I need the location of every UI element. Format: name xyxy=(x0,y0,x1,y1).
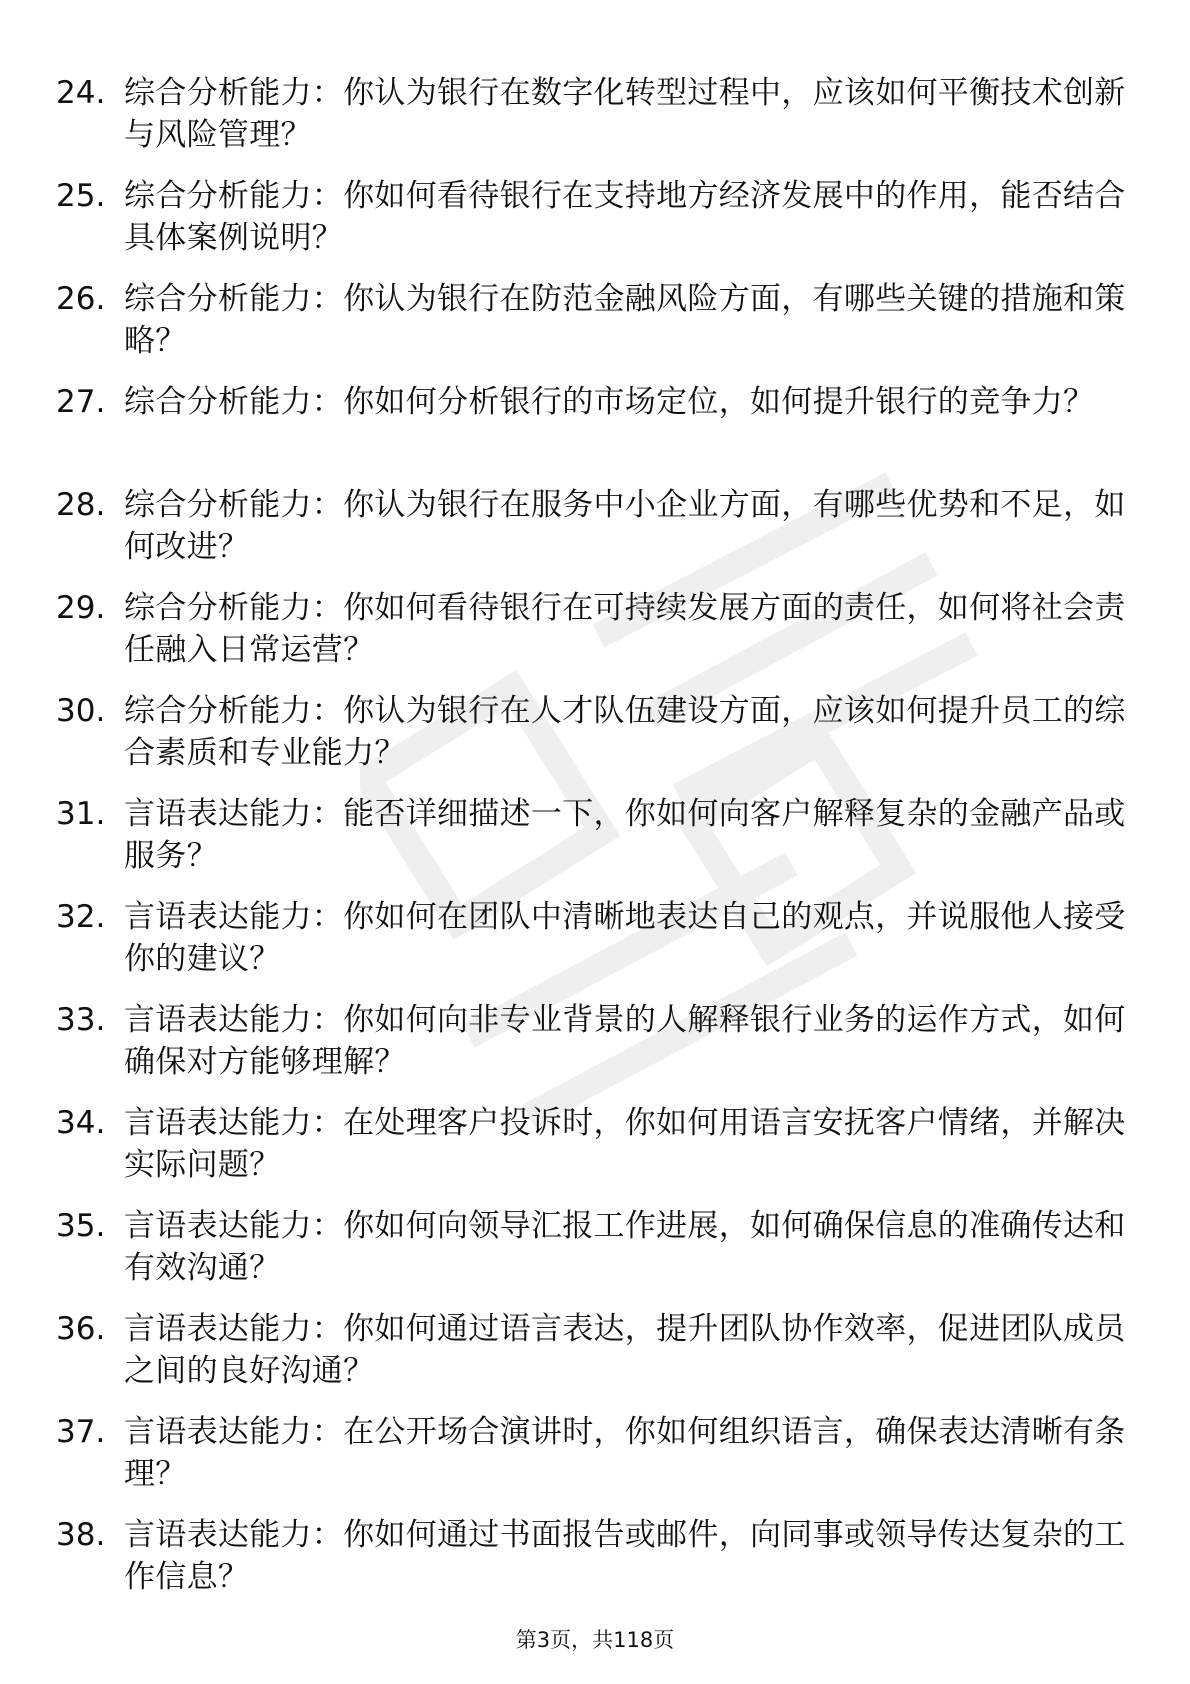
list-item xyxy=(56,484,1136,587)
question-text: 言语表达能力：在公开场合演讲时，你如何组织语言，确保表达清晰有条理？ xyxy=(124,1414,1126,1492)
question-number: 29. xyxy=(56,590,106,626)
question-number: 26. xyxy=(56,281,106,317)
question-number: 32. xyxy=(56,899,106,935)
list-item xyxy=(56,587,1136,690)
question-text: 综合分析能力：你如何看待银行在可持续发展方面的责任，如何将社会责任融入日常运营？ xyxy=(124,590,1126,668)
question-text: 综合分析能力：你认为银行在防范金融风险方面，有哪些关键的措施和策略？ xyxy=(124,281,1126,359)
question-number: 36. xyxy=(56,1311,106,1347)
list-item xyxy=(56,896,1136,999)
list-item xyxy=(56,999,1136,1102)
question-list xyxy=(56,72,1136,1617)
question-number: 27. xyxy=(56,384,106,420)
question-number: 25. xyxy=(56,178,106,214)
question-text: 言语表达能力：你如何向非专业背景的人解释银行业务的运作方式，如何确保对方能够理解？ xyxy=(124,1002,1126,1080)
list-item xyxy=(56,381,1136,484)
question-text: 言语表达能力：在处理客户投诉时，你如何用语言安抚客户情绪，并解决实际问题？ xyxy=(124,1105,1126,1183)
question-text: 综合分析能力：你认为银行在数字化转型过程中，应该如何平衡技术创新与风险管理？ xyxy=(124,75,1126,153)
list-item xyxy=(56,175,1136,278)
question-number: 33. xyxy=(56,1002,106,1038)
page-number: 第3页，共118页 xyxy=(515,1628,675,1652)
question-text: 言语表达能力：你如何向领导汇报工作进展，如何确保信息的准确传达和有效沟通？ xyxy=(124,1208,1126,1286)
question-text: 言语表达能力：你如何在团队中清晰地表达自己的观点，并说服他人接受你的建议？ xyxy=(124,899,1126,977)
list-item xyxy=(56,1308,1136,1411)
question-number: 31. xyxy=(56,796,106,832)
list-item xyxy=(56,690,1136,793)
list-item xyxy=(56,1205,1136,1308)
question-number: 28. xyxy=(56,487,106,523)
question-text: 综合分析能力：你认为银行在服务中小企业方面，有哪些优势和不足，如何改进？ xyxy=(124,487,1126,565)
question-number: 35. xyxy=(56,1208,106,1244)
question-text: 综合分析能力：你如何看待银行在支持地方经济发展中的作用，能否结合具体案例说明？ xyxy=(124,178,1126,256)
question-number: 37. xyxy=(56,1414,106,1450)
question-number: 24. xyxy=(56,75,106,111)
question-text: 言语表达能力：你如何通过语言表达，提升团队协作效率，促进团队成员之间的良好沟通？ xyxy=(124,1311,1126,1389)
list-item xyxy=(56,1514,1136,1617)
list-item xyxy=(56,793,1136,896)
list-item xyxy=(56,1102,1136,1205)
question-number: 38. xyxy=(56,1517,106,1553)
list-item xyxy=(56,1411,1136,1514)
question-number: 34. xyxy=(56,1105,106,1141)
question-text: 综合分析能力：你认为银行在人才队伍建设方面，应该如何提升员工的综合素质和专业能力？ xyxy=(124,693,1126,771)
question-text: 言语表达能力：能否详细描述一下，你如何向客户解释复杂的金融产品或服务？ xyxy=(124,796,1126,874)
question-text: 言语表达能力：你如何通过书面报告或邮件，向同事或领导传达复杂的工作信息？ xyxy=(124,1517,1126,1595)
list-item xyxy=(56,278,1136,381)
question-number: 30. xyxy=(56,693,106,729)
list-item xyxy=(56,72,1136,175)
question-text: 综合分析能力：你如何分析银行的市场定位，如何提升银行的竞争力？ xyxy=(124,384,1095,420)
